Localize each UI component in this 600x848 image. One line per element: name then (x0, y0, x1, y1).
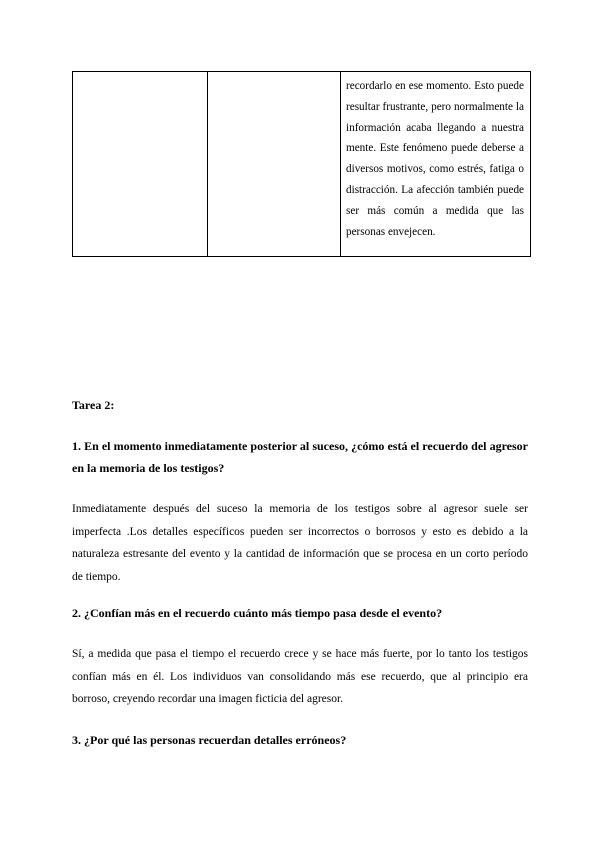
table-cell-empty-2 (208, 72, 341, 257)
question-1: 1. En el momento inmediatamente posterior al suceso, ¿cómo está el recuerdo del agresor en la memoria de los testigos? (72, 439, 528, 475)
answer-1: Inmediatamente después del suceso la memoria de los testigos sobre al agresor suele ser imperfecta .Los detalles específicos pueden ser incorrectos o borrosos y esto es debido a la naturaleza estresante del evento y la cantidad de información que se procesa en un corto período de tiempo. (72, 503, 528, 583)
table-cell-paragraph: recordarlo en ese momento. Esto puede resultar frustrante, pero normalmente la información acaba llegando a nuestra mente. Este fenómeno puede deberse a diversos motivos, como estrés, fatiga o distracción. La afección también puede ser más común a medida que las personas envejecen. (346, 80, 524, 238)
question-2: 2. ¿Confían más en el recuerdo cuánto más tiempo pasa desde el evento? (72, 606, 443, 620)
question-3: 3. ¿Por qué las personas recuerdan detalles erróneos? (72, 733, 347, 747)
table-cell-text (341, 72, 531, 257)
table-row (73, 72, 531, 257)
table-cell-empty-1 (73, 72, 208, 257)
section-label: Tarea 2: (72, 398, 115, 412)
continuation-table (72, 71, 531, 257)
answer-2: Sí, a medida que pasa el tiempo el recuerdo crece y se hace más fuerte, por lo tanto los testigos confían más en él. Los individuos van consolidando más ese recuerdo, que al principio era borroso, creyendo recordar una imagen ficticia del agresor. (72, 648, 528, 705)
